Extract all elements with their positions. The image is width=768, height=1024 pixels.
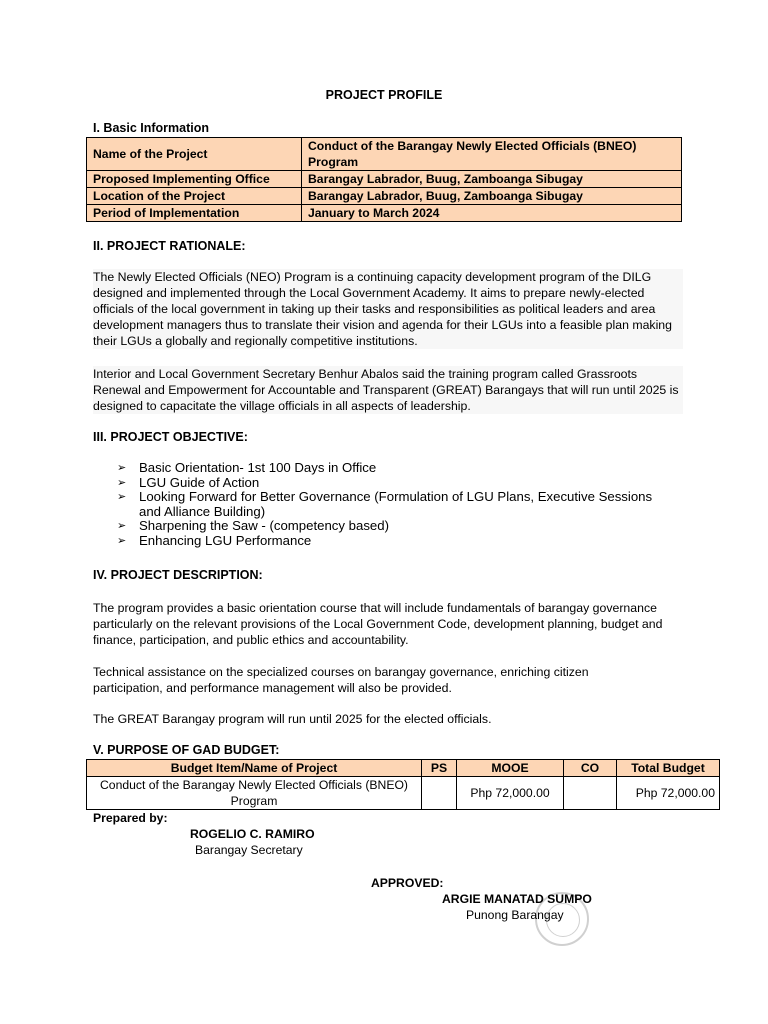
- arrow-bullet-icon: ➢: [117, 491, 127, 503]
- preparer-name: ROGELIO C. RAMIRO: [190, 827, 315, 841]
- objective-list: [117, 461, 677, 548]
- info-label: Proposed Implementing Office: [87, 171, 302, 188]
- approver-name: ARGIE MANATAD SUMPO: [442, 892, 592, 906]
- ps-cell: [422, 777, 457, 810]
- basic-info-table: [86, 137, 682, 222]
- gad-budget-table: [86, 759, 720, 810]
- column-header: MOOE: [457, 760, 564, 777]
- arrow-bullet-icon: ➢: [117, 462, 127, 474]
- table-header-row: [87, 760, 720, 777]
- objective-heading: III. PROJECT OBJECTIVE:: [93, 430, 248, 444]
- budget-item-cell: Conduct of the Barangay Newly Elected Officials (BNEO) Program: [87, 777, 422, 810]
- info-value: Barangay Labrador, Buug, Zamboanga Sibugay: [302, 171, 682, 188]
- column-header: Total Budget: [617, 760, 720, 777]
- table-row: [87, 777, 720, 810]
- list-item: ➢ LGU Guide of Action: [117, 474, 260, 490]
- co-cell: [564, 777, 617, 810]
- list-item: ➢ Looking Forward for Better Governance (Formulation of LGU Plans, Executive Sessions and Alliance Building): [117, 489, 653, 519]
- arrow-bullet-icon: ➢: [117, 476, 127, 489]
- info-value: Barangay Labrador, Buug, Zamboanga Sibugay: [302, 188, 682, 205]
- preparer-position: Barangay Secretary: [195, 843, 303, 857]
- column-header: CO: [564, 760, 617, 777]
- rationale-paragraph-2: Interior and Local Government Secretary Benhur Abalos said the training program called Grassroots Renewal and Empowerment for Accountable and Transparent (GREAT) Barangays that will run until 2025 is designed to capacitate the village officials in all aspects of leadership.: [93, 366, 683, 414]
- description-paragraph-1: The program provides a basic orientation course that will include fundamentals of barangay governance particularly on the relevant provisions of the Local Government Code, development planning, budget and finance, participation, and public ethics and accountability.: [93, 601, 663, 647]
- info-value: January to March 2024: [302, 205, 682, 222]
- gad-budget-heading: V. PURPOSE OF GAD BUDGET:: [93, 743, 280, 757]
- info-label: Name of the Project: [87, 138, 302, 171]
- list-item: ➢ Sharpening the Saw - (competency based): [117, 518, 389, 533]
- arrow-bullet-icon: ➢: [117, 520, 127, 532]
- table-row: [87, 171, 682, 188]
- table-row: [87, 188, 682, 205]
- rationale-heading: II. PROJECT RATIONALE:: [93, 239, 246, 253]
- rationale-paragraph-1: The Newly Elected Officials (NEO) Program is a continuing capacity development program of the DILG designed and implemented through the Local Government Academy. It aims to prepare newly-elected officials of the local government in taking up their tasks and responsibilities as political leaders and area development managers thus to translate their vision and agenda for their LGUs into a feasible plan making their LGUs a globally and regionally competitive institutions.: [93, 269, 683, 349]
- column-header: PS: [422, 760, 457, 777]
- description-heading: IV. PROJECT DESCRIPTION:: [93, 568, 263, 582]
- table-row: [87, 138, 682, 171]
- basic-info-heading: I. Basic Information: [93, 121, 209, 135]
- list-item: ➢ Enhancing LGU Performance: [117, 532, 312, 548]
- prepared-by-label: Prepared by:: [93, 811, 168, 825]
- description-paragraph-2: Technical assistance on the specialized courses on barangay governance, enriching citizen participation, and performance management will also be provided.: [93, 665, 589, 695]
- total-budget-cell: Php 72,000.00: [617, 777, 720, 810]
- info-label: Location of the Project: [87, 188, 302, 205]
- description-paragraph-3: The GREAT Barangay program will run until 2025 for the elected officials.: [93, 712, 492, 726]
- mooe-cell: Php 72,000.00: [457, 777, 564, 810]
- arrow-bullet-icon: ➢: [117, 534, 127, 547]
- info-value: Conduct of the Barangay Newly Elected Officials (BNEO) Program: [302, 138, 682, 171]
- column-header: Budget Item/Name of Project: [87, 760, 422, 777]
- list-item: ➢ Basic Orientation- 1st 100 Days in Office: [117, 460, 377, 475]
- table-row: [87, 205, 682, 222]
- approver-position: Punong Barangay: [466, 908, 564, 922]
- info-label: Period of Implementation: [87, 205, 302, 222]
- page-title: PROJECT PROFILE: [325, 88, 443, 102]
- approved-label: APPROVED:: [371, 876, 444, 890]
